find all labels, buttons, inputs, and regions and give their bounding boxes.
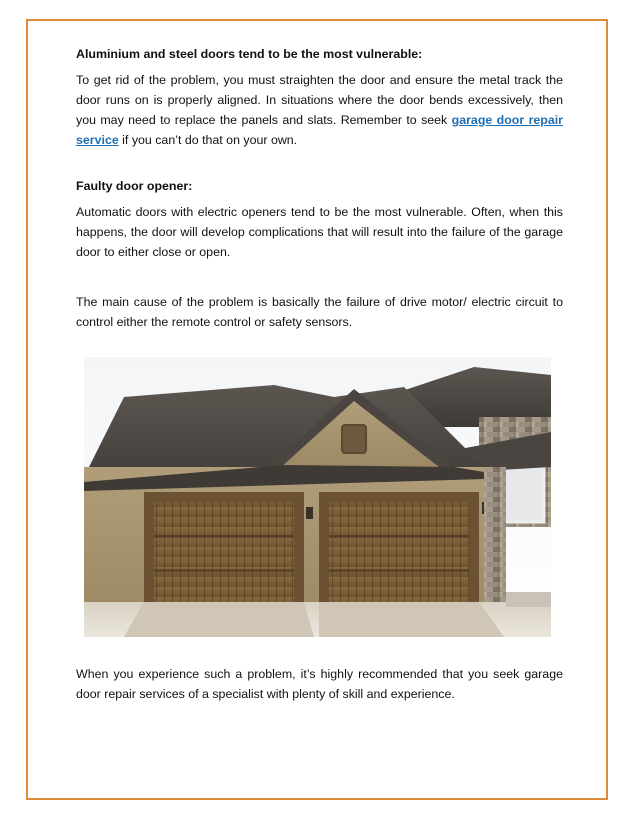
paragraph-aluminium xyxy=(76,70,563,150)
document-body xyxy=(76,44,563,332)
section-heading-opener: Faulty door opener: xyxy=(76,179,193,193)
section-heading-aluminium: Aluminium and steel doors tend to be the most vulnerable: xyxy=(76,47,423,61)
paragraph-aluminium-text-b: if you can’t do that on your own. xyxy=(118,133,298,147)
garage-door-repair-link[interactable]: garage door repair service xyxy=(76,113,564,147)
paragraph-main-cause: The main cause of the problem is basically the failure of drive motor/ electric circuit to control either the remote control or safety sensors. xyxy=(76,295,563,329)
paragraph-opener: Automatic doors with electric openers tend to be the most vulnerable. Often, when this happens, the door will develop complications that will result into the failure of the garage door to either close or open. xyxy=(76,205,563,259)
garage-house-photo xyxy=(84,357,551,637)
paragraph-recommendation: When you experience such a problem, it’s highly recommended that you seek garage door repair services of a specialist with plenty of skill and experience. xyxy=(76,667,563,701)
paragraph-aluminium-text-a: To get rid of the problem, you must straighten the door and ensure the metal track the door runs on is properly aligned. In situations where the door bends excessively, then you may need to replace the panels and slats. Remember to seek xyxy=(76,73,563,127)
final-paragraph-block xyxy=(76,664,563,704)
